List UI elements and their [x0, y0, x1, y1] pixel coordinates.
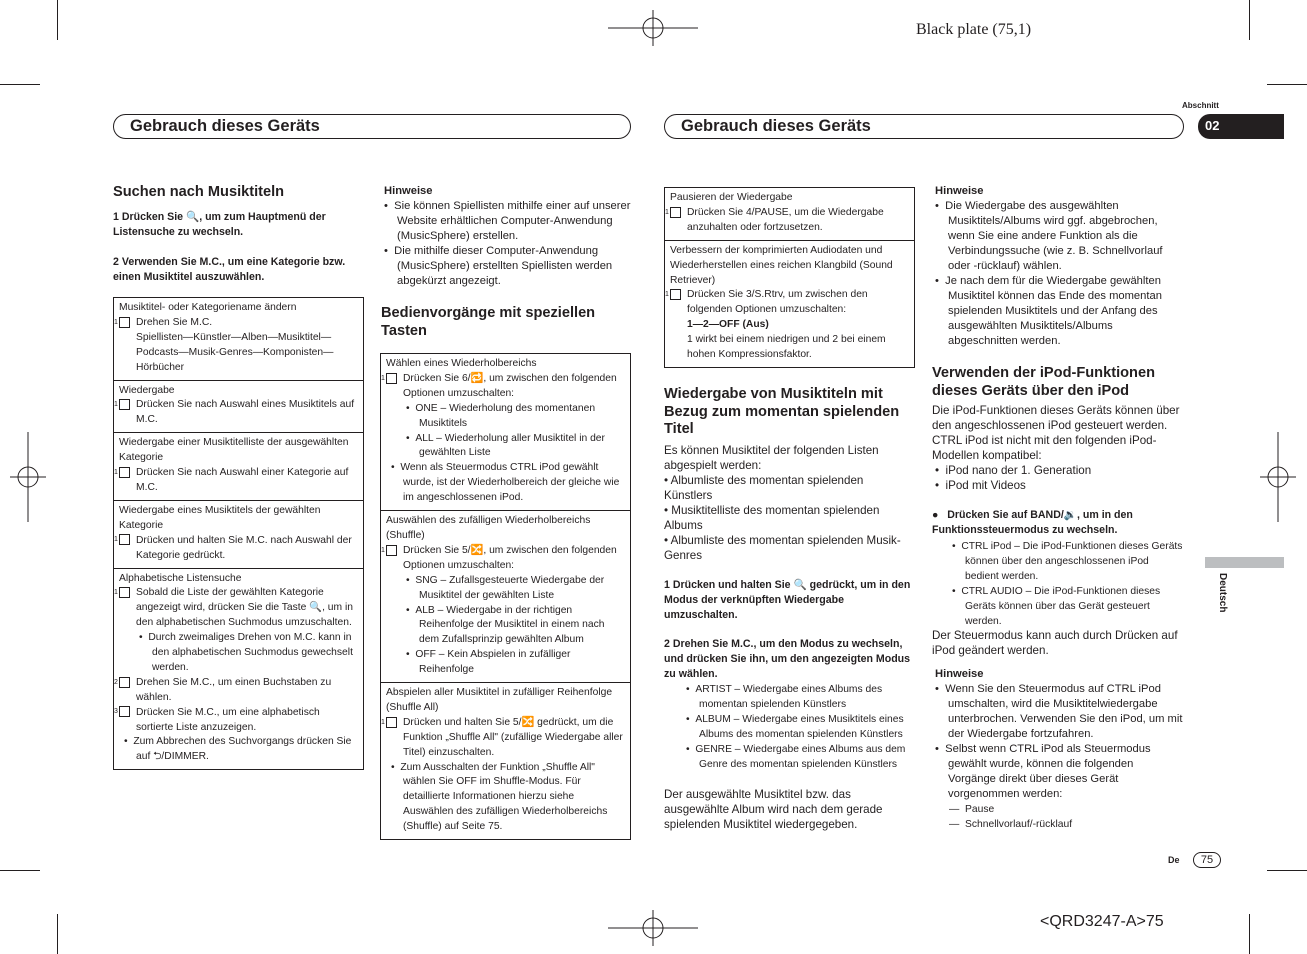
table-cell-text: ALB – Wiedergabe in der richtigen Reihenfolge der Musiktitel in einem nach dem Zufallsprinzip gewählten Album	[415, 604, 605, 646]
table-cell-text: Drücken und halten Sie 5/🔀 gedrückt, um die Funktion „Shuffle All" (zufällige Wiedergabe aller Titel) einzuschalten.	[403, 716, 623, 758]
table-cell-text: Spiellisten—Künstler—Alben—Musiktitel—Podcasts—Musik-Genres—Komponisten—Hörbücher	[136, 331, 334, 373]
table-cell-text: Drücken Sie 5/🔀, um zwischen den folgenden Optionen umzuschalten:	[403, 544, 617, 571]
table-cell-text: SNG – Zufallsgesteuerte Wiedergabe der Musiktitel der gewählten Liste	[415, 574, 605, 601]
col4-notes2-title: Hinweise	[935, 668, 984, 680]
crop-mark	[0, 84, 40, 85]
registration-target-icon	[10, 432, 46, 522]
col2-function-table: Wählen eines Wiederholbereichs 1 Drücken Sie 6/🔁, um zwischen den folgenden Optionen umzuschalten: • ONE – Wiederholung des momentanen Musiktitels • ALL – Wiederholung aller Musiktitel in der gewählten Liste • Wenn als Steuermodus CTRL iPod gewählt wurde, ist der Wiederholbereich der gleiche wie im angeschlossenen iPod. Auswählen des zufälligen Wiederholbereichs (Shuffle) 1 Drücken Sie 5/🔀, um zwischen den folgenden Optionen umzuschalten: • SNG – Zufallsgesteuerte Wiedergabe der Musiktitel der gewählten Liste • ALB – Wiedergabe in der richtigen Reihenfolge der Musiktitel in einem nach dem Zufallsprinzip gewählten Album • OFF – Kein Abspielen in zufälliger Reihenfolge Abspielen aller Musiktitel in zufälliger Reihenfolge (Shuffle All) 1 Drücken und halten Sie 5/🔀 gedrückt, um die Funktion „Shuffle All" (zufällige Wiedergabe aller Titel) einzuschalten. • Zum Ausschalten der Funktion „Shuffle All" wählen Sie OFF im Shuffle-Modus. Für detaillierte Informationen hierzu siehe Auswählen des zufälligen Wiederholbereichs (Shuffle) auf Seite 75.	[380, 353, 631, 840]
col3-step2: 2 Drehen Sie M.C., um den Modus zu wechseln, und drücken Sie ihn, um den angezeigten Modus zu wählen.	[664, 638, 911, 680]
col3-outro: Der ausgewählte Musiktitel bzw. das ausgewählte Album wird nach dem gerade spielenden Musiktitel wiedergegeben.	[664, 788, 883, 831]
table-cell-text: Drücken Sie nach Auswahl einer Kategorie auf M.C.	[136, 467, 349, 493]
dash-item: Schnellvorlauf/-rücklauf	[965, 819, 1073, 830]
table-cell-heading: Wiedergabe	[119, 384, 175, 396]
table-cell-text: Sobald die Liste der gewählten Kategorie angezeigt wird, drücken Sie die Taste 🔍, um in den alphabetischen Suchmodus umzuschalten.	[136, 587, 353, 629]
crop-mark	[57, 914, 58, 954]
table-cell-text: Drehen Sie M.C.	[136, 316, 213, 328]
table-cell-text: Durch zweimaliges Drehen von M.C. kann in den alphabetischen Suchmodus gewechselt werden.	[148, 632, 353, 673]
col3-step1: 1 Drücken und halten Sie 🔍 gedrückt, um in den Modus der verknüpften Wiedergabe umzuschalten.	[664, 579, 911, 621]
col4-notes-title: Hinweise	[935, 185, 984, 197]
note-text: Die Wiedergabe des ausgewählten Musiktitels/Albums wird ggf. abgebrochen, wenn Sie eine andere Funktion als die Verbindungssuche (wie z. B. Schnellvorlauf oder -rücklauf) wählen.	[945, 200, 1163, 272]
mode-item: ARTIST – Wiedergabe eines Albums des momentan spielenden Künstlers	[695, 684, 883, 710]
side-tab-bar	[1205, 557, 1284, 568]
right-page-header: Gebrauch dieses Geräts	[664, 114, 1184, 139]
col4-note: Der Steuermodus kann auch durch Drücken auf iPod geändert werden.	[932, 629, 1178, 657]
table-cell-heading: Wiedergabe einer Musiktitelliste der ausgewählten Kategorie	[119, 437, 349, 464]
document-code: <QRD3247-A>75	[1040, 913, 1164, 930]
col1-step1: 1 Drücken Sie 🔍, um zum Hauptmenü der Listensuche zu wechseln.	[113, 211, 326, 238]
table-cell-text: OFF – Kein Abspielen in zufälliger Reihenfolge	[415, 649, 571, 676]
registration-target-icon	[608, 910, 698, 946]
table-cell-text: Drücken Sie 3/S.Rtrv, um zwischen den folgenden Optionen umzuschalten:	[687, 289, 868, 316]
footer-language: De	[1168, 855, 1180, 865]
col4-step: Drücken Sie auf BAND/🔉, um in den Funktionssteuermodus zu wechseln.	[932, 509, 1133, 536]
table-cell-text: Drücken Sie M.C., um eine alphabetisch sortierte Liste anzuzeigen.	[136, 706, 320, 733]
crop-mark	[1249, 914, 1250, 954]
table-cell-text: ONE – Wiederholung des momentanen Musiktitels	[415, 402, 596, 429]
crop-mark	[0, 870, 40, 871]
col3-title: Wiedergabe von Musiktiteln mit Bezug zum momentan spielenden Titel	[664, 386, 900, 437]
model-item: iPod mit Videos	[945, 479, 1026, 492]
table-cell-text: Drücken Sie 4/PAUSE, um die Wiedergabe anzuhalten oder fortzusetzen.	[687, 206, 884, 233]
note-text: Sie können Spiellisten mithilfe einer auf unserer Website erhältlichen Computer-Anwendung (MusicSphere) erstellen.	[394, 200, 631, 242]
table-cell-heading: Verbessern der komprimierten Audiodaten und Wiederherstellen eines reichen Klangbild (Sound Retriever)	[670, 244, 893, 286]
table-cell-heading: Abspielen aller Musiktitel in zufälliger Reihenfolge (Shuffle All)	[386, 687, 613, 713]
table-cell-text: Zum Abbrechen des Suchvorgangs drücken Sie auf ⮌/DIMMER.	[133, 736, 352, 763]
mode-item: GENRE – Wiedergabe eines Albums aus dem Genre des momentan spielenden Künstlers	[695, 744, 906, 770]
col3-intro: Es können Musiktitel der folgenden Listen abgespielt werden:	[664, 444, 879, 472]
registration-target-icon	[608, 10, 698, 46]
left-page-header: Gebrauch dieses Geräts	[113, 114, 631, 139]
col4-intro: Die iPod-Funktionen dieses Geräts können über den angeschlossenen iPod gesteuert werden. CTRL iPod ist nicht mit den folgenden iPod-Modellen kompatibel:	[932, 404, 1180, 462]
note-text: Wenn Sie den Steuermodus auf CTRL iPod umschalten, wird die Musiktitelwiedergabe unterbrochen. Verwenden Sie den iPod, um mit der Wiedergabe fortzufahren.	[945, 683, 1183, 740]
table-cell-heading: Musiktitel- oder Kategoriename ändern	[119, 302, 297, 313]
col3-function-table: Pausieren der Wiedergabe 1 Drücken Sie 4/PAUSE, um die Wiedergabe anzuhalten oder fortzusetzen. Verbessern der komprimierten Audiodaten und Wiederherstellen eines reichen Klangbild (Sound Retriever) 1 Drücken Sie 3/S.Rtrv, um zwischen den folgenden Optionen umzuschalten: 1—2—OFF (Aus) 1 wirkt bei einem niedrigen und 2 bei einem hohen Kompressionsfaktor.	[664, 187, 915, 368]
col2-notes-title: Hinweise	[384, 185, 433, 197]
table-cell-text: 1—2—OFF (Aus)	[687, 319, 769, 331]
list-item: • Musiktitelliste des momentan spielenden Albums	[664, 504, 880, 532]
model-item: iPod nano der 1. Generation	[945, 464, 1092, 477]
registration-target-icon	[1260, 432, 1296, 522]
col1-function-table: Musiktitel- oder Kategoriename ändern 1 Drehen Sie M.C. Spiellisten—Künstler—Alben—Musiktitel—Podcasts—Musik-Genres—Komponisten—Hörbücher Wiedergabe 1 Drücken Sie nach Auswahl eines Musiktitels auf M.C. Wiedergabe einer Musiktitelliste der ausgewählten Kategorie 1 Drücken Sie nach Auswahl einer Kategorie auf M.C. Wiedergabe eines Musiktitels der gewählten Kategorie 1 Drücken und halten Sie M.C. nach Auswahl der Kategorie gedrückt. Alphabetische Listensuche 1 Sobald die Liste der gewählten Kategorie angezeigt wird, drücken Sie die Taste 🔍, um in den alphabetischen Suchmodus umzuschalten. • Durch zweimaliges Drehen von M.C. kann in den alphabetischen Suchmodus gewechselt werden. 2 Drehen Sie M.C., um einen Buchstaben zu wählen. 3 Drücken Sie M.C., um eine alphabetisch sortierte Liste anzuzeigen. • Zum Abbrechen des Suchvorgangs drücken Sie auf ⮌/DIMMER.	[113, 297, 364, 770]
section-label: Abschnitt	[1182, 101, 1219, 110]
side-tab-label: Deutsch	[1217, 573, 1228, 613]
crop-mark	[1267, 84, 1307, 85]
table-cell-text: Zum Ausschalten der Funktion „Shuffle All" wählen Sie OFF im Shuffle-Modus. Für detaillierte Informationen hierzu siehe Auswählen des zufälligen Wiederholbereichs (Shuffle) auf Seite 75.	[400, 761, 608, 833]
page-number: 75	[1193, 852, 1221, 868]
table-cell-text: ALL – Wiederholung aller Musiktitel in der gewählten Liste	[415, 432, 605, 459]
col1-title: Suchen nach Musiktiteln	[113, 184, 285, 200]
crop-mark	[1267, 870, 1307, 871]
note-text: Je nach dem für die Wiedergabe gewählten Musiktitel können das Ende des momentan spielenden Musiktitels und der Anfang des ausgewählten Musiktitels/Albums abgeschnitten werden.	[945, 275, 1162, 347]
crop-mark	[57, 0, 58, 40]
table-cell-heading: Wählen eines Wiederholbereichs	[386, 358, 537, 369]
table-cell-text: Drücken Sie nach Auswahl eines Musiktitels auf M.C.	[136, 399, 355, 426]
note-text: Selbst wenn CTRL iPod als Steuermodus gewählt wurde, können die folgenden Vorgänge direkt über dieses Gerät vorgenommen werden:	[945, 743, 1151, 800]
mode-item: CTRL AUDIO – Die iPod-Funktionen dieses Geräts können über das Gerät gesteuert werden.	[961, 586, 1161, 627]
table-cell-heading: Alphabetische Listensuche	[119, 572, 242, 584]
table-cell-text: 1 wirkt bei einem niedrigen und 2 bei einem hohen Kompressionsfaktor.	[687, 334, 886, 361]
plate-label: Black plate (75,1)	[916, 21, 1032, 38]
list-item: • Albumliste des momentan spielenden Musik-Genres	[664, 534, 901, 562]
mode-item: ALBUM – Wiedergabe eines Musiktitels eines Albums des momentan spielenden Künstlers	[695, 714, 904, 740]
table-cell-text: Drücken Sie 6/🔁, um zwischen den folgenden Optionen umzuschalten:	[403, 372, 617, 399]
col4-title: Verwenden der iPod-Funktionen dieses Geräts über den iPod	[932, 365, 1155, 399]
col2-title: Bedienvorgänge mit speziellen Tasten	[381, 305, 596, 339]
section-number: 02	[1205, 118, 1220, 133]
table-cell-heading: Auswählen des zufälligen Wiederholbereichs (Shuffle)	[386, 515, 591, 541]
dash-item: Pause	[965, 804, 995, 815]
note-text: Die mithilfe dieser Computer-Anwendung (MusicSphere) erstellten Spiellisten werden abgekürzt angezeigt.	[394, 245, 613, 287]
table-cell-text: Wenn als Steuermodus CTRL iPod gewählt wurde, ist der Wiederholbereich der gleiche wie im angeschlossenen iPod.	[400, 462, 620, 504]
col1-step2: 2 Verwenden Sie M.C., um eine Kategorie bzw. einen Musiktitel auszuwählen.	[113, 256, 346, 283]
section-number-badge	[1198, 114, 1284, 139]
mode-item: CTRL iPod – Die iPod-Funktionen dieses Geräts können über den angeschlossenen iPod bedient werden.	[961, 541, 1183, 582]
table-cell-heading: Wiedergabe eines Musiktitels der gewählten Kategorie	[119, 504, 321, 531]
crop-mark	[1249, 0, 1250, 40]
table-cell-text: Drehen Sie M.C., um einen Buchstaben zu wählen.	[136, 676, 332, 703]
table-cell-heading: Pausieren der Wiedergabe	[670, 192, 793, 203]
list-item: • Albumliste des momentan spielenden Künstlers	[664, 474, 864, 502]
table-cell-text: Drücken und halten Sie M.C. nach Auswahl der Kategorie gedrückt.	[136, 534, 352, 561]
